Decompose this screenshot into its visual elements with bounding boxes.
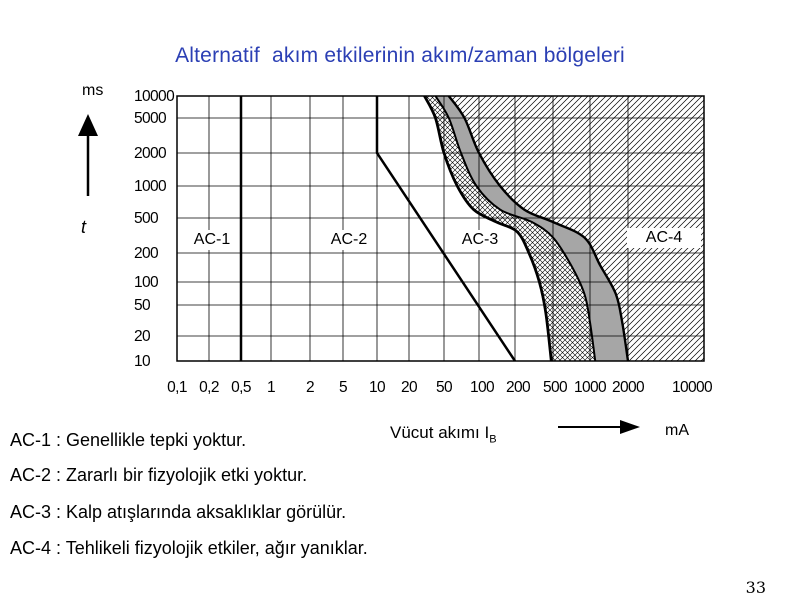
y-axis-arrow-icon (78, 114, 98, 196)
x-tick-label: 0,1 (167, 379, 187, 396)
y-tick-label: 50 (134, 297, 151, 314)
y-tick-label: 500 (134, 210, 159, 227)
y-tick-label: 2000 (134, 145, 167, 162)
legend-item-ac2: AC-2 : Zararlı bir fizyolojik etki yoktur. (10, 465, 308, 485)
x-tick-label: 2000 (611, 379, 645, 396)
x-tick-label: 2 (305, 379, 315, 396)
y-tick-label: 5000 (134, 110, 167, 127)
page-number: 33 (745, 578, 766, 597)
legend-item-ac3: AC-3 : Kalp atışlarında aksaklıklar görülür. (10, 502, 347, 522)
chart-title: Alternatif akım etkilerinin akım/zaman bölgeleri (175, 44, 625, 67)
x-tick-label: 10 (368, 379, 386, 396)
x-tick-label: 1000 (573, 379, 607, 396)
x-axis-arrow-icon (558, 420, 640, 434)
x-tick-label: 200 (505, 379, 531, 396)
x-tick-label: 0,2 (199, 379, 219, 396)
y-tick-label: 1000 (134, 178, 167, 195)
zone-label-ac-4: AC-4 (645, 229, 683, 246)
x-tick-label: 100 (469, 379, 495, 396)
x-tick-label: 50 (435, 379, 453, 396)
x-tick-label: 5 (338, 379, 348, 396)
zone-label-ac-3: AC-3 (461, 231, 499, 248)
x-tick-label: 20 (400, 379, 418, 396)
x-tick-label: 500 (542, 379, 568, 396)
x-axis-label (390, 423, 497, 445)
zone-label-ac-1: AC-1 (193, 231, 231, 248)
x-tick-label: 10000 (671, 379, 713, 396)
y-tick-label: 10000 (134, 88, 175, 105)
x-unit-label: mA (665, 422, 689, 439)
y-symbol-label: t (81, 217, 87, 237)
x-tick-label: 1 (266, 379, 276, 396)
legend-item-ac4: AC-4 : Tehlikeli fizyolojik etkiler, ağır yanıklar. (10, 538, 368, 558)
y-tick-label: 20 (134, 328, 151, 345)
y-tick-label: 200 (134, 245, 159, 262)
x-tick-label: 0,5 (231, 379, 251, 396)
y-tick-label: 10 (134, 353, 151, 370)
x-axis-label-subscript: B (489, 433, 497, 446)
zone-label-ac-2: AC-2 (330, 231, 368, 248)
y-tick-label: 100 (134, 274, 159, 291)
x-axis-label-text: Vücut akımı I (390, 423, 490, 442)
y-unit-label: ms (82, 82, 104, 99)
legend-item-ac1: AC-1 : Genellikle tepki yoktur. (10, 430, 247, 450)
